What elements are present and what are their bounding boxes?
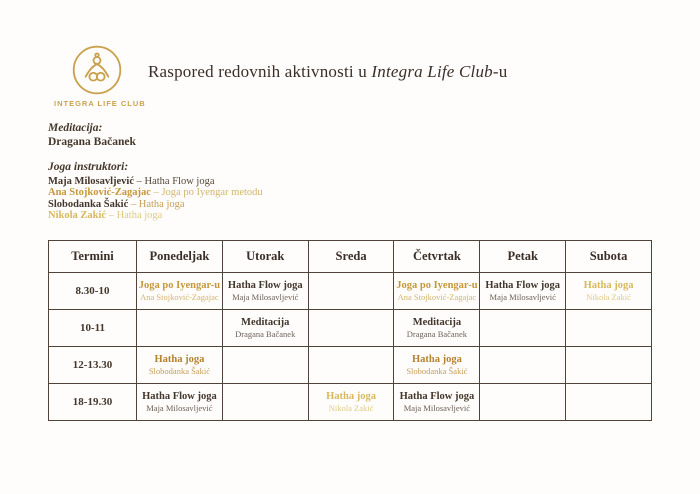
title-prefix: Raspored redovnih aktivnosti u [148, 62, 372, 81]
meditation-heading: Meditacija: [48, 122, 103, 134]
activity-instructor: Ana Stojković-Zagajac [140, 292, 219, 302]
instructor-name: Maja Milosavljević [48, 175, 135, 187]
schedule-row [49, 347, 652, 384]
instructor-item [48, 176, 263, 188]
empty-cell [308, 310, 394, 347]
column-header: Petak [480, 241, 566, 273]
empty-cell [308, 347, 394, 384]
activity-name: Joga po Iyengar-u [396, 280, 478, 291]
instructor-item [48, 187, 263, 199]
empty-cell [480, 384, 566, 421]
empty-cell [308, 273, 394, 310]
activity-instructor: Nikola Zakić [586, 292, 631, 302]
activity-name: Hatha joga [583, 280, 634, 291]
schedule-row [49, 310, 652, 347]
activity-cell [394, 347, 480, 384]
instructor-activity: – Joga po Iyengar metodu [150, 187, 263, 199]
meditating-person-icon [71, 44, 123, 96]
activity-name: Hatha Flow joga [142, 391, 217, 402]
title-club-name: Integra Life Club [371, 62, 493, 81]
page-title [148, 62, 507, 82]
instructor-activity: – Hatha joga [106, 210, 163, 222]
time-slot: 10-11 [49, 310, 137, 347]
empty-cell [480, 347, 566, 384]
column-header: Termini [49, 241, 137, 273]
instructor-item [48, 199, 263, 211]
activity-name: Meditacija [241, 317, 290, 328]
empty-cell [137, 310, 223, 347]
activity-instructor: Slobodanka Šakić [406, 366, 468, 376]
instructor-activity: – Hatha joga [128, 198, 185, 210]
logo-text: INTEGRA LIFE CLUB [54, 99, 146, 108]
time-slot: 8.30-10 [49, 273, 137, 310]
instructor-item [48, 210, 263, 222]
activity-name: Hatha Flow joga [399, 391, 475, 402]
schedule-row [49, 384, 652, 421]
meditation-instructor: Dragana Bačanek [48, 135, 136, 148]
activity-cell [308, 384, 394, 421]
empty-cell [566, 347, 652, 384]
activity-cell [394, 384, 480, 421]
schedule-header-row [49, 241, 652, 273]
activity-name: Meditacija [412, 317, 462, 328]
schedule-table [48, 240, 652, 421]
activity-instructor: Maja Milosavljević [489, 292, 556, 302]
instructor-activity: – Hatha Flow joga [134, 175, 215, 187]
column-header: Četvrtak [394, 241, 480, 273]
activity-cell [394, 273, 480, 310]
activity-cell [137, 347, 223, 384]
instructors-heading: Joga instruktori: [48, 161, 129, 173]
activity-cell [480, 273, 566, 310]
activity-name: Hatha joga [411, 354, 462, 365]
activity-instructor: Slobodanka Šakić [148, 366, 210, 376]
empty-cell [480, 310, 566, 347]
activity-cell [394, 310, 480, 347]
activity-instructor: Dragana Bačanek [235, 329, 296, 339]
schedule-body [49, 273, 652, 421]
column-header: Sreda [308, 241, 394, 273]
activity-instructor: Maja Milosavljević [232, 292, 299, 302]
empty-cell [222, 384, 308, 421]
empty-cell [566, 384, 652, 421]
meditation-info [48, 122, 136, 149]
activity-name: Hatha Flow joga [485, 280, 561, 291]
schedule-row [49, 273, 652, 310]
activity-cell [222, 273, 308, 310]
activity-cell [137, 384, 223, 421]
activity-cell [222, 310, 308, 347]
empty-cell [566, 310, 652, 347]
logo [54, 44, 146, 108]
instructor-name: Ana Stojković-Zagajac [48, 187, 151, 199]
activity-name: Hatha joga [326, 391, 376, 402]
activity-name: Hatha joga [154, 354, 205, 365]
activity-instructor: Dragana Bačanek [406, 329, 467, 339]
activity-instructor: Maja Milosavljević [146, 403, 213, 413]
instructors-info [48, 162, 263, 222]
activity-instructor: Maja Milosavljević [403, 403, 471, 413]
activity-instructor: Nikola Zakić [328, 403, 374, 413]
activity-cell [137, 273, 223, 310]
instructor-name: Nikola Zakić [48, 210, 107, 222]
instructor-list [48, 176, 263, 222]
time-slot: 12-13.30 [49, 347, 137, 384]
activity-cell [566, 273, 652, 310]
column-header: Ponedeljak [137, 241, 223, 273]
title-suffix: -u [492, 62, 508, 81]
column-header: Utorak [222, 241, 308, 273]
instructor-name: Slobodanka Šakić [48, 198, 129, 210]
column-header: Subota [566, 241, 652, 273]
activity-name: Joga po Iyengar-u [138, 280, 221, 291]
activity-instructor: Ana Stojković-Zagajac [397, 292, 477, 302]
activity-name: Hatha Flow joga [227, 280, 303, 291]
time-slot: 18-19.30 [49, 384, 137, 421]
empty-cell [222, 347, 308, 384]
